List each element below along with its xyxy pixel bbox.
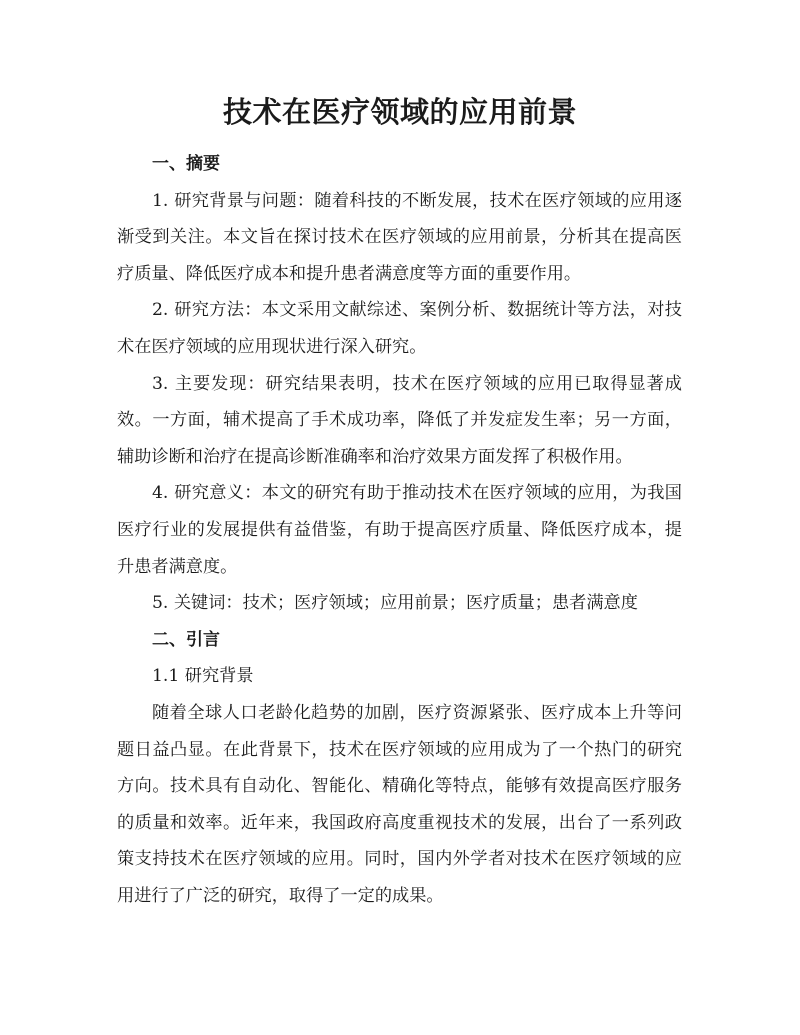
introduction-paragraph: 随着全球人口老龄化趋势的加剧，医疗资源紧张、医疗成本上升等问题日益凸显。在此背景下，技术在医疗领域的应用成为了一个热门的研究方向。技术具有自动化、智能化、精确化等特点，能够有效提高医疗服务的质量和效率。近年来，我国政府高度重视技术的发展，出台了一系列政策支持技术在医疗领域的应用。同时，国内外学者对技术在医疗领域的应用进行了广泛的研究，取得了一定的成果。 (117, 702, 682, 906)
abstract-item-findings: 3. 主要发现：研究结果表明，技术在医疗领域的应用已取得显著成效。一方面，辅术提高了手术成功率，降低了并发症发生率；另一方面，辅助诊断和治疗在提高诊断准确率和治疗效果方面发挥了积极作用。 (117, 373, 682, 467)
introduction-heading: 二、引言 (152, 629, 220, 650)
document-body (117, 146, 682, 914)
abstract-item-keywords: 5. 关键词：技术；医疗领域；应用前景；医疗质量；患者满意度 (152, 593, 638, 614)
abstract-item-methods: 2. 研究方法：本文采用文献综述、案例分析、数据统计等方法，对技术在医疗领域的应用现状进行深入研究。 (117, 300, 682, 357)
document-title: 技术在医疗领域的应用前景 (222, 95, 577, 129)
abstract-item-background: 1. 研究背景与问题：随着科技的不断发展，技术在医疗领域的应用逐渐受到关注。本文旨在探讨技术在医疗领域的应用前景，分析其在提高医疗质量、降低医疗成本和提升患者满意度等方面的重要作用。 (117, 190, 682, 284)
abstract-heading: 一、摘要 (152, 154, 220, 174)
abstract-item-significance: 4. 研究意义：本文的研究有助于推动技术在医疗领域的应用，为我国医疗行业的发展提供有益借鉴，有助于提高医疗质量、降低医疗成本，提升患者满意度。 (117, 483, 682, 577)
introduction-subheading: 1.1 研究背景 (152, 666, 254, 687)
